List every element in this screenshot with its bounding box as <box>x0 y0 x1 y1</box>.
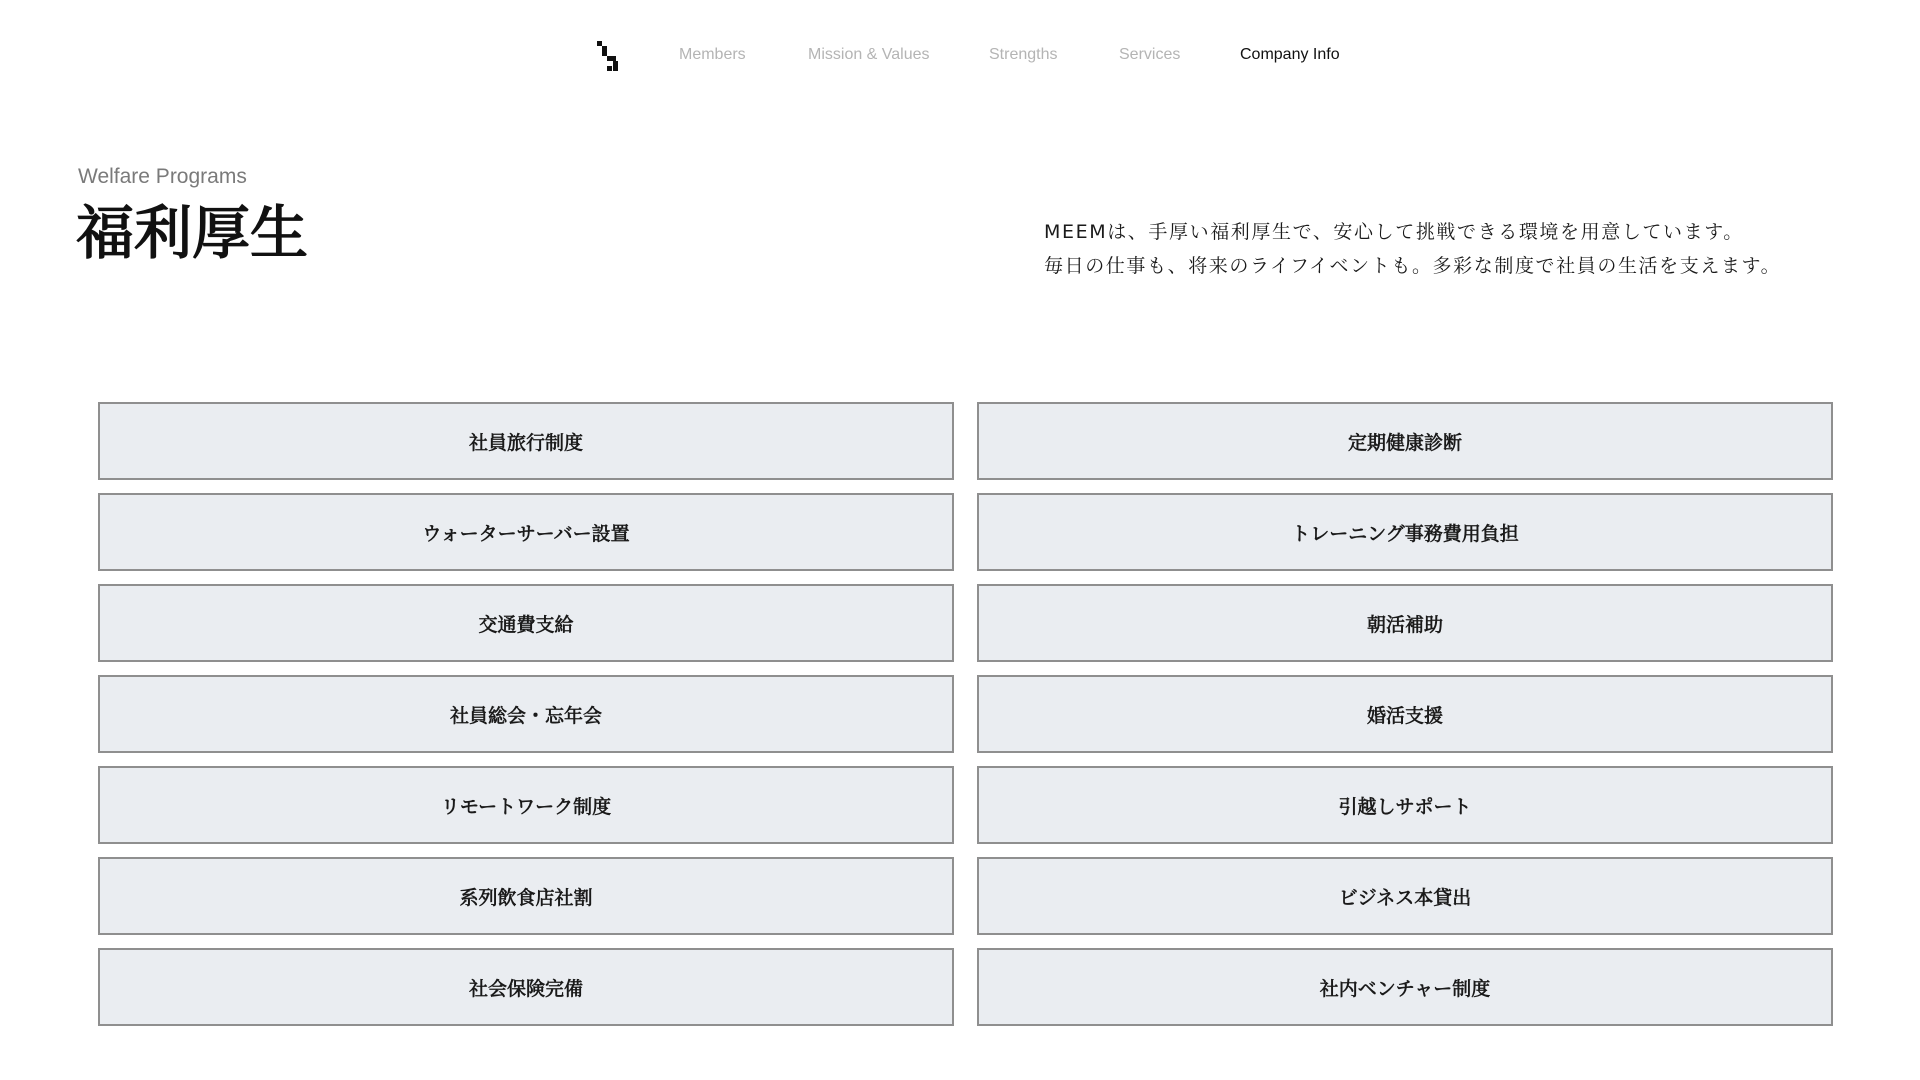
page-title: 福利厚生 <box>76 199 309 267</box>
program-card-general-meeting: 社員総会・忘年会 <box>98 675 954 753</box>
program-card-employee-trip: 社員旅行制度 <box>98 402 954 480</box>
nav-link-strengths[interactable]: Strengths <box>989 46 1058 63</box>
intro-line: MEEMは、手厚い福利厚生で、安心して挑戦できる環境を用意しています。 <box>1044 221 1744 243</box>
program-card-social-insurance: 社会保険完備 <box>98 948 954 1026</box>
nav-link-services[interactable]: Services <box>1119 46 1181 63</box>
top-navigation <box>0 0 1920 110</box>
welfare-program-grid <box>98 402 1833 1026</box>
program-card-book-lending: ビジネス本貸出 <box>977 857 1833 935</box>
program-card-morning-activity: 朝活補助 <box>977 584 1833 662</box>
program-card-internal-venture: 社内ベンチャー制度 <box>977 948 1833 1026</box>
section-eyebrow: Welfare Programs <box>78 165 247 188</box>
nav-link-members[interactable]: Members <box>679 46 746 63</box>
program-card-commute-allowance: 交通費支給 <box>98 584 954 662</box>
intro-line: 毎日の仕事も、将来のライフイベントも。多彩な制度で社員の生活を支えます。 <box>1044 255 1782 277</box>
nav-link-mission-values[interactable]: Mission & Values <box>808 46 930 63</box>
program-card-remote-work: リモートワーク制度 <box>98 766 954 844</box>
nav-link-company-info[interactable]: Company Info <box>1240 46 1340 63</box>
program-card-marriage-support: 婚活支援 <box>977 675 1833 753</box>
program-card-moving-support: 引越しサポート <box>977 766 1833 844</box>
program-card-health-checkup: 定期健康診断 <box>977 402 1833 480</box>
program-card-training-fee: トレーニング事務費用負担 <box>977 493 1833 571</box>
program-card-restaurant-discount: 系列飲食店社割 <box>98 857 954 935</box>
brand-logo-icon[interactable] <box>596 40 622 72</box>
program-card-water-server: ウォーターサーバー設置 <box>98 493 954 571</box>
section-intro <box>1044 215 1781 283</box>
